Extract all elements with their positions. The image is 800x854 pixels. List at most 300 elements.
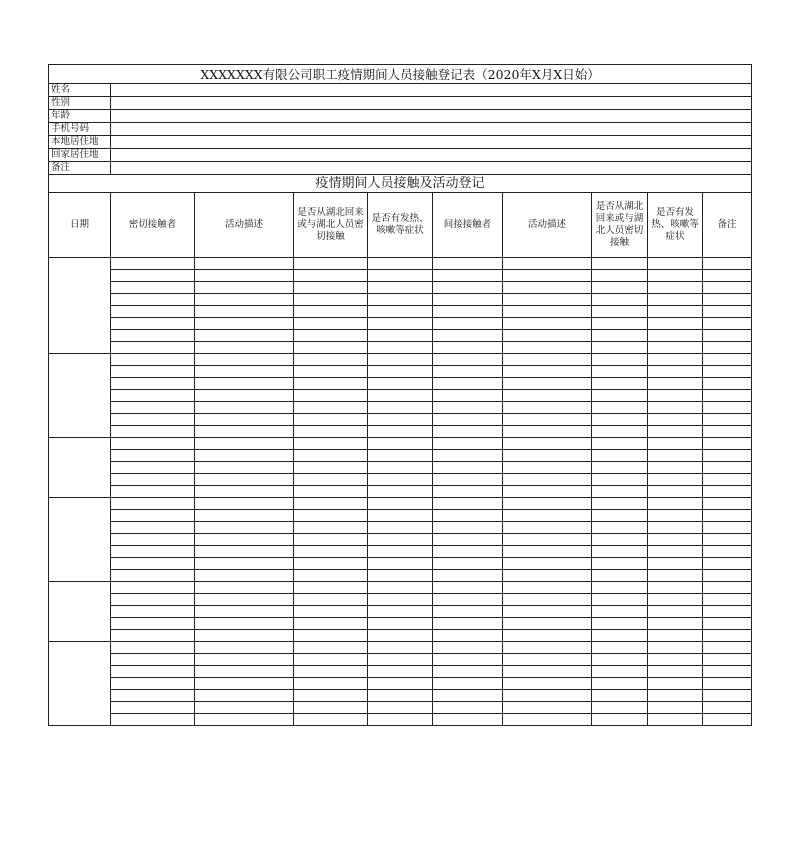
personal-field-value[interactable] xyxy=(111,149,752,162)
entry-cell[interactable] xyxy=(433,462,503,474)
entry-cell[interactable] xyxy=(703,342,752,354)
entry-cell[interactable] xyxy=(648,654,703,666)
entry-cell[interactable] xyxy=(648,642,703,654)
entry-cell[interactable] xyxy=(294,282,368,294)
entry-cell[interactable] xyxy=(592,522,648,534)
entry-cell[interactable] xyxy=(368,474,433,486)
entry-cell[interactable] xyxy=(648,426,703,438)
entry-cell[interactable] xyxy=(592,534,648,546)
entry-cell[interactable] xyxy=(703,534,752,546)
entry-cell[interactable] xyxy=(592,474,648,486)
entry-cell[interactable] xyxy=(294,546,368,558)
entry-cell[interactable] xyxy=(592,378,648,390)
entry-cell[interactable] xyxy=(703,318,752,330)
entry-cell[interactable] xyxy=(703,510,752,522)
entry-cell[interactable] xyxy=(111,618,195,630)
entry-cell[interactable] xyxy=(111,714,195,726)
entry-cell[interactable] xyxy=(503,354,592,366)
entry-cell[interactable] xyxy=(648,462,703,474)
entry-cell[interactable] xyxy=(294,654,368,666)
entry-cell[interactable] xyxy=(368,402,433,414)
entry-cell[interactable] xyxy=(503,294,592,306)
entry-cell[interactable] xyxy=(368,714,433,726)
entry-cell[interactable] xyxy=(195,582,294,594)
entry-cell[interactable] xyxy=(503,270,592,282)
entry-cell[interactable] xyxy=(648,330,703,342)
entry-cell[interactable] xyxy=(703,426,752,438)
entry-cell[interactable] xyxy=(648,558,703,570)
entry-cell[interactable] xyxy=(648,498,703,510)
entry-cell[interactable] xyxy=(111,546,195,558)
entry-cell[interactable] xyxy=(592,450,648,462)
entry-cell[interactable] xyxy=(703,678,752,690)
entry-cell[interactable] xyxy=(592,366,648,378)
entry-cell[interactable] xyxy=(195,606,294,618)
entry-cell[interactable] xyxy=(368,558,433,570)
entry-cell[interactable] xyxy=(294,606,368,618)
entry-cell[interactable] xyxy=(433,606,503,618)
entry-cell[interactable] xyxy=(433,258,503,270)
entry-cell[interactable] xyxy=(503,498,592,510)
entry-cell[interactable] xyxy=(592,354,648,366)
entry-cell[interactable] xyxy=(294,678,368,690)
entry-cell[interactable] xyxy=(592,258,648,270)
entry-cell[interactable] xyxy=(433,522,503,534)
entry-cell[interactable] xyxy=(111,702,195,714)
entry-cell[interactable] xyxy=(195,390,294,402)
entry-cell[interactable] xyxy=(111,510,195,522)
entry-cell[interactable] xyxy=(703,570,752,582)
entry-cell[interactable] xyxy=(368,366,433,378)
entry-cell[interactable] xyxy=(294,318,368,330)
entry-cell[interactable] xyxy=(503,642,592,654)
entry-cell[interactable] xyxy=(703,414,752,426)
entry-cell[interactable] xyxy=(294,630,368,642)
entry-cell[interactable] xyxy=(703,390,752,402)
entry-cell[interactable] xyxy=(433,282,503,294)
entry-cell[interactable] xyxy=(368,342,433,354)
entry-cell[interactable] xyxy=(503,486,592,498)
entry-cell[interactable] xyxy=(368,582,433,594)
entry-cell[interactable] xyxy=(648,342,703,354)
entry-cell[interactable] xyxy=(592,594,648,606)
entry-cell[interactable] xyxy=(195,462,294,474)
entry-cell[interactable] xyxy=(294,666,368,678)
entry-cell[interactable] xyxy=(703,582,752,594)
entry-cell[interactable] xyxy=(592,282,648,294)
entry-cell[interactable] xyxy=(294,714,368,726)
entry-cell[interactable] xyxy=(195,378,294,390)
entry-cell[interactable] xyxy=(111,534,195,546)
entry-cell[interactable] xyxy=(703,258,752,270)
entry-cell[interactable] xyxy=(368,498,433,510)
entry-cell[interactable] xyxy=(111,366,195,378)
entry-cell[interactable] xyxy=(294,330,368,342)
entry-cell[interactable] xyxy=(703,402,752,414)
entry-cell[interactable] xyxy=(648,270,703,282)
entry-cell[interactable] xyxy=(111,330,195,342)
entry-cell[interactable] xyxy=(294,486,368,498)
entry-cell[interactable] xyxy=(592,558,648,570)
entry-cell[interactable] xyxy=(195,486,294,498)
entry-cell[interactable] xyxy=(368,702,433,714)
entry-cell[interactable] xyxy=(368,618,433,630)
entry-cell[interactable] xyxy=(433,414,503,426)
entry-cell[interactable] xyxy=(294,270,368,282)
entry-cell[interactable] xyxy=(503,438,592,450)
entry-cell[interactable] xyxy=(433,402,503,414)
date-cell[interactable] xyxy=(49,438,111,498)
entry-cell[interactable] xyxy=(703,486,752,498)
entry-cell[interactable] xyxy=(503,510,592,522)
entry-cell[interactable] xyxy=(433,630,503,642)
entry-cell[interactable] xyxy=(433,570,503,582)
entry-cell[interactable] xyxy=(433,438,503,450)
entry-cell[interactable] xyxy=(703,462,752,474)
entry-cell[interactable] xyxy=(433,678,503,690)
entry-cell[interactable] xyxy=(195,402,294,414)
entry-cell[interactable] xyxy=(195,282,294,294)
entry-cell[interactable] xyxy=(703,630,752,642)
entry-cell[interactable] xyxy=(592,486,648,498)
entry-cell[interactable] xyxy=(648,522,703,534)
entry-cell[interactable] xyxy=(195,678,294,690)
entry-cell[interactable] xyxy=(111,354,195,366)
entry-cell[interactable] xyxy=(368,654,433,666)
entry-cell[interactable] xyxy=(703,378,752,390)
entry-cell[interactable] xyxy=(592,294,648,306)
entry-cell[interactable] xyxy=(368,306,433,318)
entry-cell[interactable] xyxy=(294,402,368,414)
personal-field-value[interactable] xyxy=(111,136,752,149)
entry-cell[interactable] xyxy=(433,294,503,306)
entry-cell[interactable] xyxy=(648,318,703,330)
entry-cell[interactable] xyxy=(294,258,368,270)
entry-cell[interactable] xyxy=(592,510,648,522)
entry-cell[interactable] xyxy=(592,414,648,426)
entry-cell[interactable] xyxy=(368,450,433,462)
entry-cell[interactable] xyxy=(503,702,592,714)
entry-cell[interactable] xyxy=(195,522,294,534)
entry-cell[interactable] xyxy=(111,594,195,606)
entry-cell[interactable] xyxy=(294,702,368,714)
entry-cell[interactable] xyxy=(111,654,195,666)
entry-cell[interactable] xyxy=(648,690,703,702)
entry-cell[interactable] xyxy=(648,378,703,390)
entry-cell[interactable] xyxy=(368,678,433,690)
entry-cell[interactable] xyxy=(503,414,592,426)
personal-field-value[interactable] xyxy=(111,110,752,123)
entry-cell[interactable] xyxy=(294,582,368,594)
entry-cell[interactable] xyxy=(433,474,503,486)
entry-cell[interactable] xyxy=(111,666,195,678)
entry-cell[interactable] xyxy=(368,594,433,606)
entry-cell[interactable] xyxy=(294,366,368,378)
entry-cell[interactable] xyxy=(703,366,752,378)
entry-cell[interactable] xyxy=(503,426,592,438)
entry-cell[interactable] xyxy=(703,594,752,606)
entry-cell[interactable] xyxy=(111,306,195,318)
entry-cell[interactable] xyxy=(195,270,294,282)
entry-cell[interactable] xyxy=(648,366,703,378)
entry-cell[interactable] xyxy=(503,318,592,330)
entry-cell[interactable] xyxy=(368,666,433,678)
entry-cell[interactable] xyxy=(111,342,195,354)
entry-cell[interactable] xyxy=(433,702,503,714)
entry-cell[interactable] xyxy=(503,690,592,702)
entry-cell[interactable] xyxy=(294,414,368,426)
entry-cell[interactable] xyxy=(195,294,294,306)
entry-cell[interactable] xyxy=(433,690,503,702)
entry-cell[interactable] xyxy=(703,270,752,282)
entry-cell[interactable] xyxy=(648,402,703,414)
entry-cell[interactable] xyxy=(648,606,703,618)
entry-cell[interactable] xyxy=(503,594,592,606)
entry-cell[interactable] xyxy=(433,558,503,570)
entry-cell[interactable] xyxy=(195,534,294,546)
entry-cell[interactable] xyxy=(648,534,703,546)
entry-cell[interactable] xyxy=(111,402,195,414)
entry-cell[interactable] xyxy=(195,498,294,510)
entry-cell[interactable] xyxy=(294,558,368,570)
entry-cell[interactable] xyxy=(648,450,703,462)
entry-cell[interactable] xyxy=(294,438,368,450)
entry-cell[interactable] xyxy=(503,390,592,402)
entry-cell[interactable] xyxy=(503,606,592,618)
entry-cell[interactable] xyxy=(703,354,752,366)
entry-cell[interactable] xyxy=(368,426,433,438)
entry-cell[interactable] xyxy=(503,366,592,378)
entry-cell[interactable] xyxy=(648,714,703,726)
entry-cell[interactable] xyxy=(368,510,433,522)
personal-field-value[interactable] xyxy=(111,84,752,97)
entry-cell[interactable] xyxy=(503,474,592,486)
entry-cell[interactable] xyxy=(294,642,368,654)
entry-cell[interactable] xyxy=(294,594,368,606)
entry-cell[interactable] xyxy=(368,534,433,546)
entry-cell[interactable] xyxy=(703,714,752,726)
entry-cell[interactable] xyxy=(111,558,195,570)
entry-cell[interactable] xyxy=(195,354,294,366)
entry-cell[interactable] xyxy=(111,390,195,402)
entry-cell[interactable] xyxy=(195,330,294,342)
entry-cell[interactable] xyxy=(433,534,503,546)
personal-field-value[interactable] xyxy=(111,162,752,175)
entry-cell[interactable] xyxy=(433,270,503,282)
entry-cell[interactable] xyxy=(368,282,433,294)
entry-cell[interactable] xyxy=(703,666,752,678)
entry-cell[interactable] xyxy=(195,642,294,654)
entry-cell[interactable] xyxy=(294,498,368,510)
entry-cell[interactable] xyxy=(503,462,592,474)
entry-cell[interactable] xyxy=(503,330,592,342)
entry-cell[interactable] xyxy=(368,546,433,558)
entry-cell[interactable] xyxy=(433,330,503,342)
entry-cell[interactable] xyxy=(195,258,294,270)
entry-cell[interactable] xyxy=(592,654,648,666)
entry-cell[interactable] xyxy=(592,642,648,654)
entry-cell[interactable] xyxy=(368,486,433,498)
entry-cell[interactable] xyxy=(368,378,433,390)
entry-cell[interactable] xyxy=(503,678,592,690)
entry-cell[interactable] xyxy=(592,390,648,402)
entry-cell[interactable] xyxy=(648,678,703,690)
entry-cell[interactable] xyxy=(433,582,503,594)
entry-cell[interactable] xyxy=(592,666,648,678)
entry-cell[interactable] xyxy=(368,390,433,402)
entry-cell[interactable] xyxy=(503,558,592,570)
entry-cell[interactable] xyxy=(648,666,703,678)
entry-cell[interactable] xyxy=(503,546,592,558)
entry-cell[interactable] xyxy=(703,330,752,342)
entry-cell[interactable] xyxy=(503,570,592,582)
entry-cell[interactable] xyxy=(703,618,752,630)
date-cell[interactable] xyxy=(49,258,111,354)
entry-cell[interactable] xyxy=(294,462,368,474)
entry-cell[interactable] xyxy=(648,594,703,606)
entry-cell[interactable] xyxy=(703,522,752,534)
entry-cell[interactable] xyxy=(111,486,195,498)
entry-cell[interactable] xyxy=(368,294,433,306)
entry-cell[interactable] xyxy=(195,510,294,522)
entry-cell[interactable] xyxy=(703,474,752,486)
entry-cell[interactable] xyxy=(294,450,368,462)
entry-cell[interactable] xyxy=(368,570,433,582)
entry-cell[interactable] xyxy=(648,390,703,402)
entry-cell[interactable] xyxy=(648,510,703,522)
entry-cell[interactable] xyxy=(503,654,592,666)
entry-cell[interactable] xyxy=(703,546,752,558)
entry-cell[interactable] xyxy=(503,378,592,390)
entry-cell[interactable] xyxy=(592,402,648,414)
entry-cell[interactable] xyxy=(368,462,433,474)
entry-cell[interactable] xyxy=(503,402,592,414)
entry-cell[interactable] xyxy=(648,294,703,306)
entry-cell[interactable] xyxy=(648,546,703,558)
entry-cell[interactable] xyxy=(433,450,503,462)
entry-cell[interactable] xyxy=(592,270,648,282)
entry-cell[interactable] xyxy=(195,594,294,606)
personal-field-value[interactable] xyxy=(111,123,752,136)
entry-cell[interactable] xyxy=(433,498,503,510)
entry-cell[interactable] xyxy=(294,474,368,486)
entry-cell[interactable] xyxy=(433,318,503,330)
entry-cell[interactable] xyxy=(111,606,195,618)
entry-cell[interactable] xyxy=(433,594,503,606)
entry-cell[interactable] xyxy=(195,318,294,330)
entry-cell[interactable] xyxy=(592,606,648,618)
entry-cell[interactable] xyxy=(648,414,703,426)
entry-cell[interactable] xyxy=(433,642,503,654)
entry-cell[interactable] xyxy=(195,306,294,318)
entry-cell[interactable] xyxy=(648,618,703,630)
entry-cell[interactable] xyxy=(294,390,368,402)
entry-cell[interactable] xyxy=(592,330,648,342)
entry-cell[interactable] xyxy=(294,570,368,582)
entry-cell[interactable] xyxy=(592,342,648,354)
entry-cell[interactable] xyxy=(368,270,433,282)
entry-cell[interactable] xyxy=(111,282,195,294)
entry-cell[interactable] xyxy=(368,522,433,534)
entry-cell[interactable] xyxy=(294,690,368,702)
entry-cell[interactable] xyxy=(433,666,503,678)
entry-cell[interactable] xyxy=(368,330,433,342)
entry-cell[interactable] xyxy=(111,318,195,330)
entry-cell[interactable] xyxy=(294,378,368,390)
entry-cell[interactable] xyxy=(503,342,592,354)
entry-cell[interactable] xyxy=(503,258,592,270)
entry-cell[interactable] xyxy=(294,294,368,306)
entry-cell[interactable] xyxy=(111,498,195,510)
entry-cell[interactable] xyxy=(111,426,195,438)
entry-cell[interactable] xyxy=(703,606,752,618)
entry-cell[interactable] xyxy=(703,294,752,306)
entry-cell[interactable] xyxy=(648,630,703,642)
entry-cell[interactable] xyxy=(648,282,703,294)
entry-cell[interactable] xyxy=(111,582,195,594)
personal-field-value[interactable] xyxy=(111,97,752,110)
entry-cell[interactable] xyxy=(195,618,294,630)
entry-cell[interactable] xyxy=(368,642,433,654)
entry-cell[interactable] xyxy=(433,390,503,402)
entry-cell[interactable] xyxy=(592,318,648,330)
entry-cell[interactable] xyxy=(111,270,195,282)
entry-cell[interactable] xyxy=(648,258,703,270)
entry-cell[interactable] xyxy=(111,570,195,582)
entry-cell[interactable] xyxy=(195,558,294,570)
entry-cell[interactable] xyxy=(111,438,195,450)
entry-cell[interactable] xyxy=(703,306,752,318)
date-cell[interactable] xyxy=(49,498,111,582)
entry-cell[interactable] xyxy=(592,690,648,702)
entry-cell[interactable] xyxy=(648,438,703,450)
entry-cell[interactable] xyxy=(648,486,703,498)
entry-cell[interactable] xyxy=(195,366,294,378)
entry-cell[interactable] xyxy=(111,474,195,486)
entry-cell[interactable] xyxy=(433,342,503,354)
date-cell[interactable] xyxy=(49,642,111,726)
entry-cell[interactable] xyxy=(592,546,648,558)
entry-cell[interactable] xyxy=(433,426,503,438)
entry-cell[interactable] xyxy=(503,522,592,534)
entry-cell[interactable] xyxy=(592,582,648,594)
entry-cell[interactable] xyxy=(111,462,195,474)
entry-cell[interactable] xyxy=(648,702,703,714)
entry-cell[interactable] xyxy=(368,414,433,426)
entry-cell[interactable] xyxy=(592,630,648,642)
date-cell[interactable] xyxy=(49,354,111,438)
entry-cell[interactable] xyxy=(592,570,648,582)
entry-cell[interactable] xyxy=(503,666,592,678)
entry-cell[interactable] xyxy=(368,354,433,366)
entry-cell[interactable] xyxy=(433,366,503,378)
entry-cell[interactable] xyxy=(703,282,752,294)
entry-cell[interactable] xyxy=(294,354,368,366)
entry-cell[interactable] xyxy=(368,318,433,330)
entry-cell[interactable] xyxy=(433,378,503,390)
entry-cell[interactable] xyxy=(111,414,195,426)
entry-cell[interactable] xyxy=(503,714,592,726)
entry-cell[interactable] xyxy=(368,258,433,270)
entry-cell[interactable] xyxy=(433,546,503,558)
entry-cell[interactable] xyxy=(111,378,195,390)
entry-cell[interactable] xyxy=(703,450,752,462)
entry-cell[interactable] xyxy=(648,354,703,366)
entry-cell[interactable] xyxy=(195,426,294,438)
entry-cell[interactable] xyxy=(111,258,195,270)
entry-cell[interactable] xyxy=(294,306,368,318)
entry-cell[interactable] xyxy=(195,630,294,642)
